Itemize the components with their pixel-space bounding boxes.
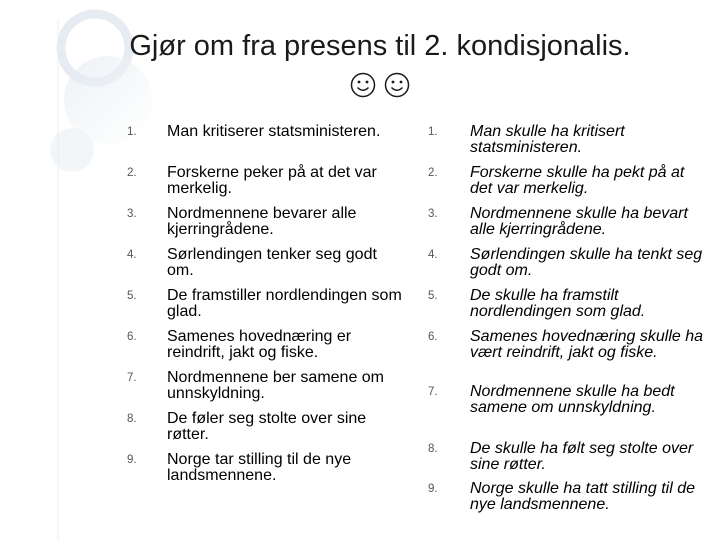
list-item	[428, 287, 710, 329]
item-number: 8.	[127, 413, 137, 425]
list-item	[428, 205, 710, 247]
list-item	[428, 123, 710, 165]
list-item	[127, 164, 407, 206]
list-item	[127, 369, 407, 411]
item-text: Forskerne skulle ha pekt på at det var merkelig.	[470, 164, 685, 197]
item-text: De framstiller nordlendingen som glad.	[167, 287, 402, 320]
item-text: Sørlendingen tenker seg godt om.	[167, 246, 377, 279]
item-text: Sørlendingen skulle ha tenkt seg godt om.	[470, 246, 703, 279]
item-number: 3.	[428, 208, 438, 220]
item-text: Nordmennene bevarer alle kjerringrådene.	[167, 205, 357, 238]
item-text: De skulle ha framstilt nordlendingen som glad.	[470, 287, 646, 320]
item-text: Nordmennene ber samene om unnskyldning.	[167, 369, 385, 402]
item-number: 3.	[127, 208, 137, 220]
list-item	[127, 287, 407, 329]
item-number: 1.	[127, 126, 137, 138]
item-text: Man kritiserer statsministeren.	[167, 123, 381, 140]
decor-circle-small	[50, 128, 94, 172]
item-text: Man skulle ha kritisert statsministeren.	[470, 123, 625, 156]
item-text: Samenes hovednæring er reindrift, jakt og fiske.	[167, 328, 352, 361]
item-number: 9.	[428, 483, 438, 495]
list-item	[127, 123, 407, 165]
item-number: 9.	[127, 454, 137, 466]
item-number: 5.	[127, 290, 137, 302]
item-text: Nordmennene skulle ha bedt samene om unnskyldning.	[470, 383, 675, 416]
list-item	[428, 164, 710, 206]
item-text: Samenes hovednæring skulle ha vært reindrift, jakt og fiske.	[470, 328, 704, 361]
item-number: 7.	[127, 372, 137, 384]
item-number: 6.	[127, 331, 137, 343]
smiley-row	[60, 66, 700, 102]
item-text: Norge skulle ha tatt stilling til de nye landsmennene.	[470, 480, 695, 513]
smiley-icon	[350, 72, 376, 98]
item-number: 6.	[428, 331, 438, 343]
item-number: 4.	[428, 249, 438, 261]
item-text: Norge tar stilling til de nye landsmennene.	[167, 451, 352, 484]
list-item	[127, 246, 407, 288]
item-number: 2.	[428, 167, 438, 179]
list-item	[127, 410, 407, 452]
item-number: 5.	[428, 290, 438, 302]
item-text: Forskerne peker på at det var merkelig.	[167, 164, 377, 197]
list-item	[428, 383, 710, 441]
list-item	[428, 328, 710, 384]
slide-title-block	[60, 28, 700, 102]
list-item	[127, 451, 407, 493]
item-number: 1.	[428, 126, 438, 138]
list-item	[127, 328, 407, 370]
list-item	[127, 205, 407, 247]
conditional-list	[428, 123, 710, 522]
item-text: De føler seg stolte over sine røtter.	[167, 410, 367, 443]
item-number: 8.	[428, 443, 438, 455]
item-text: Nordmennene skulle ha bevart alle kjerringrådene.	[470, 205, 688, 238]
item-number: 7.	[428, 386, 438, 398]
list-item	[428, 440, 710, 481]
list-item	[428, 246, 710, 288]
smiley-icon	[384, 72, 410, 98]
item-number: 2.	[127, 167, 137, 179]
present-tense-list	[127, 123, 407, 493]
list-item	[428, 480, 710, 522]
item-text: De skulle ha følt seg stolte over sine røtter.	[470, 440, 694, 473]
page-title: Gjør om fra presens til 2. kondisjonalis.	[129, 30, 631, 62]
item-number: 4.	[127, 249, 137, 261]
